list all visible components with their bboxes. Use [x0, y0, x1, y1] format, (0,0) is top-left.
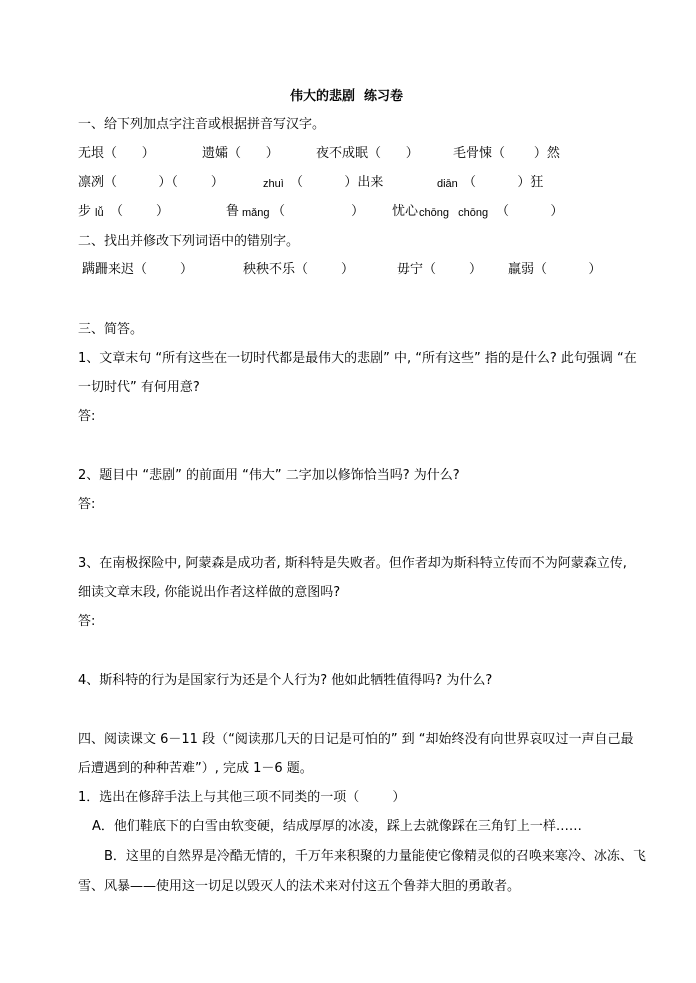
q3-answer3-label: 答: [78, 614, 96, 629]
q1-row3-item5: 忧心 [392, 204, 423, 219]
section-2-heading: 二、找出并修改下列词语中的错别字。 [78, 234, 300, 249]
q1-row1-item1: 无垠（ ） [78, 146, 155, 161]
q1-row3-item4: （ ） [272, 204, 365, 219]
q1-row2-pinyin2: diān [437, 178, 458, 190]
q1-row3-pinyin2: mǎng [242, 207, 270, 219]
q2-item4: 羸弱（ ） [508, 262, 602, 277]
q3-question4-line1: 4、斯科特的行为是国家行为还是个人行为? 他如此牺牲值得吗? 为什么? [78, 673, 493, 688]
q3-question1-line1: 1、文章末句 “所有这些在一切时代都是最伟大的悲剧” 中, “所有这些” 指的是什么? 此句强调 “在 [78, 351, 637, 366]
q1-row1-item2: 遗孀（ ） [202, 146, 279, 161]
q4-sub1-option-b-line2: 雪、风暴——使用这一切足以毁灭人的法术来对付这五个鲁莽大胆的勇敢者。 [78, 879, 521, 894]
section-3-heading: 三、简答。 [78, 322, 144, 337]
section-4-intro-line1: 四、阅读课文 6－11 段（“阅读那几天的日记是可怕的” 到 “却始终没有向世界哀叹过一声自己最 [78, 732, 634, 747]
q1-row3-item2: （ ） [110, 204, 170, 219]
q1-row3-item3: 鲁 [226, 204, 244, 219]
q1-row2-pinyin1: zhuì [263, 178, 284, 190]
q2-item1: 蹒跚来迟（ ） [82, 262, 194, 277]
q4-sub1-question: 1．选出在修辞手法上与其他三项不同类的一项（ ） [78, 790, 406, 805]
page-title: 伟大的悲剧 练习卷 [290, 89, 404, 104]
q1-row2-item1: 凛冽（ ）（ ） [78, 175, 224, 190]
q2-item2: 秧秧不乐（ ） [243, 262, 355, 277]
q3-answer2-label: 答: [78, 497, 96, 512]
q3-question2-line1: 2、题目中 “悲剧” 的前面用 “伟大” 二字加以修饰恰当吗? 为什么? [78, 468, 460, 483]
section-1-heading: 一、给下列加点字注音或根据拼音写汉字。 [78, 117, 326, 132]
q1-row1-item4: 毛骨悚（ ）然 [453, 146, 560, 161]
q1-row3-item1: 步 [78, 204, 96, 219]
q3-answer1-label: 答: [78, 409, 96, 424]
q1-row2-item3: （ ）狂 [463, 175, 544, 190]
section-4-intro-line2: 后遭遇到的种种苦难”）, 完成 1－6 题。 [78, 761, 313, 776]
q4-sub1-option-a: A．他们鞋底下的白雪由软变硬，结成厚厚的冰凌，踩上去就像踩在三角钉上一样…… [92, 819, 582, 834]
q1-row3-pinyin3: chōng chōng [419, 207, 489, 219]
q4-sub1-option-b-line1: B．这里的自然界是冷酷无情的，千万年来积聚的力量能使它像精灵似的召唤来寒冷、冰冻、飞 [104, 849, 646, 864]
q1-row3-pinyin1: lǚ [95, 207, 104, 219]
q3-question3-line2: 细读文章末段, 你能说出作者这样做的意图吗? [78, 585, 341, 600]
q3-question3-line1: 3、在南极探险中, 阿蒙森是成功者, 斯科特是失败者。但作者却为斯科特立传而不为阿蒙森立传, [78, 556, 627, 571]
q3-question1-line2: 一切时代” 有何用意? [78, 380, 200, 395]
q1-row1-item3: 夜不成眠（ ） [316, 146, 419, 161]
q2-item3: 毋宁（ ） [397, 262, 483, 277]
q1-row3-item6: （ ） [496, 204, 564, 219]
q1-row2-item2: （ ）出来 [290, 175, 384, 190]
